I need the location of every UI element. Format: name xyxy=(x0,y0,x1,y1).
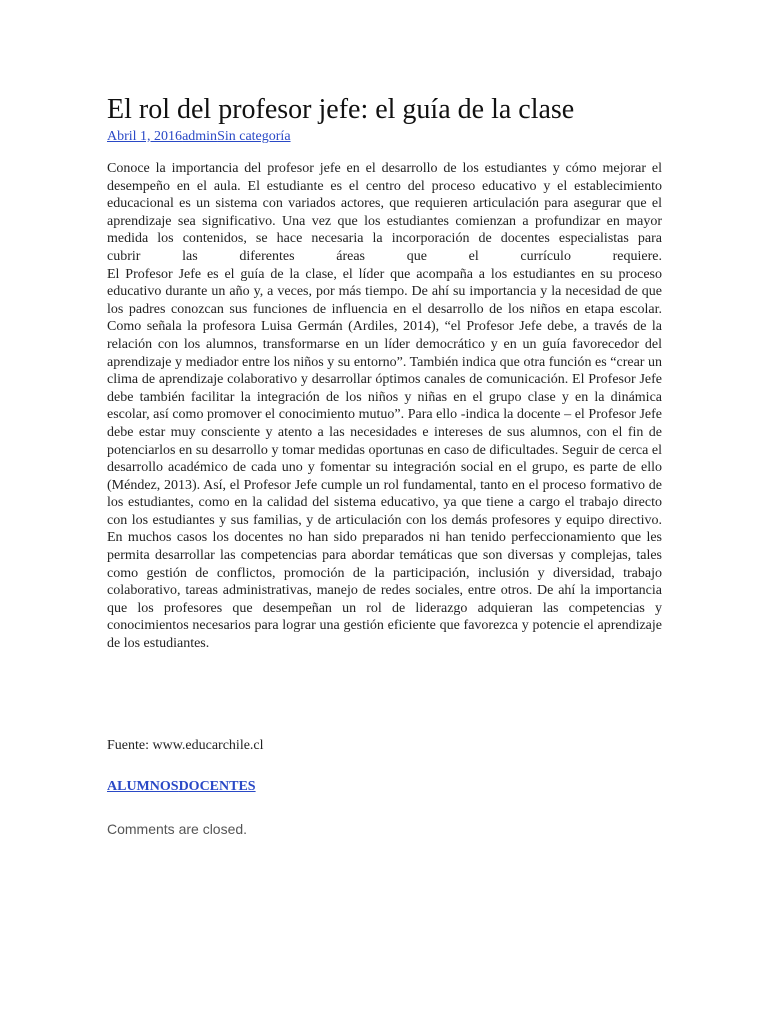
post-title: El rol del profesor jefe: el guía de la clase xyxy=(107,94,575,125)
paragraph-quote: Como señala la profesora Luisa Germán (Ardiles, 2014), “el Profesor Jefe debe, a través de la relación con los alumnos, transformarse en un líder democrático y en un guía favorecedor del aprendizaje y mediador entre los niños y su entorno”. También indica que otra función es “crear un clima de aprendizaje colaborativo y desarrollar óptimos canales de comunicación. El Profesor Jefe debe también facilitar la integración de los niños y niñas en el grupo clase y en la dinámica escolar, así como promover el conocimiento mutuo”. Para ello -indica la docente – el Profesor Jefe debe estar muy consciente y atento a las necesidades e intereses de sus alumnos, con el fin de potenciarlos en su desarrollo y tomar medidas oportunas en caso de dificultades. Seguir de cerca el desarrollo académico de cada uno y fomentar su integración social en el grupo, es parte de ello (Méndez, 2013). Así, el Profesor Jefe cumple un rol fundamental, tanto en el proceso formativo de los estudiantes, como en la calidad del sistema educativo, ya que tiene a cargo el trabajo directo con los estudiantes y sus familias, y de articulación con los demás profesores y equipo directivo. En muchos casos los docentes no han sido preparados ni han tenido perfeccionamiento que les permita desarrollar las competencias para abordar temáticas que son diversas y complejas, tales como gestión de conflictos, promoción de la participación, inclusión y diversidad, trabajo colaborativo, tareas administrativas, manejo de redes sociales, entre otros. De ahí la importancia que los profesores que desempeñan un rol de liderazgo adquieran las competencias y conocimientos necesarios para lograr una gestión eficiente que favorezca y potencie el aprendizaje de los estudiantes. xyxy=(107,319,662,652)
paragraph-role: El Profesor Jefe es el guía de la clase, el líder que acompaña a los estudiantes en su proceso educativo durante un año y, a veces, por más tiempo. De ahí su importancia y la necesidad de que los padres conozcan sus funciones de influencia en el desarrollo de los niños en etapa escolar. xyxy=(107,266,662,317)
tag-link-alumnos[interactable]: ALUMNOS xyxy=(107,779,179,794)
post-category-link[interactable]: Sin categoría xyxy=(217,129,291,144)
tag-link-docentes[interactable]: DOCENTES xyxy=(178,779,256,794)
post-tags xyxy=(107,778,256,796)
post-source: Fuente: www.educarchile.cl xyxy=(107,738,264,753)
post-author-link[interactable]: admin xyxy=(182,129,218,144)
comments-status: Comments are closed. xyxy=(107,821,248,837)
post-meta xyxy=(107,128,291,146)
paragraph-intro-end: cubrir las diferentes áreas que el currículo requiere. xyxy=(107,248,662,264)
paragraph-intro: Conoce la importancia del profesor jefe en el desarrollo de los estudiantes y cómo mejorar el desempeño en el aula. El estudiante es el centro del proceso educativo y el establecimiento educacional es un sistema con variados actores, que requieren articulación para asegurar que el aprendizaje sea significativo. Una vez que los estudiantes comienzan a profundizar en mayor medida los contenidos, se hace necesaria la incorporación de docentes especialistas para xyxy=(107,161,662,247)
post-date-link[interactable]: Abril 1, 2016 xyxy=(107,129,183,144)
post-body xyxy=(107,160,662,653)
